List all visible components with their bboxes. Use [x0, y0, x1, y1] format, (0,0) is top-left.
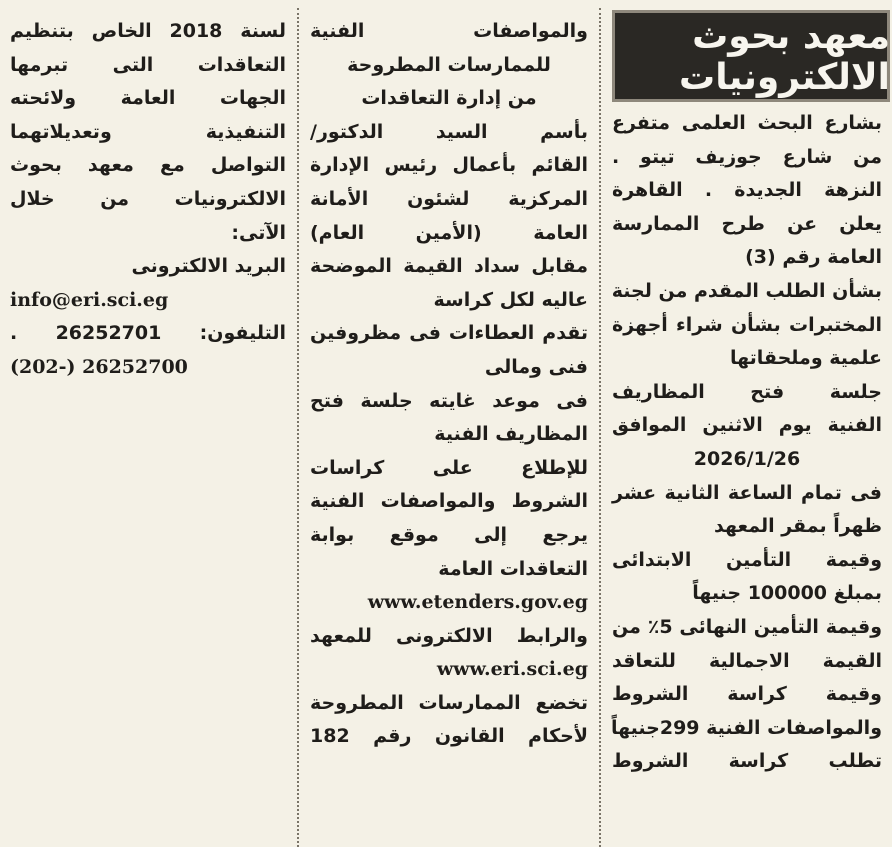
session-date: 2026/1/26: [693, 447, 801, 470]
text-line: وقيمة التأمين الابتدائى: [612, 548, 882, 571]
column-right-text: [602, 107, 892, 779]
text-line: تطلب كراسة الشروط: [612, 750, 882, 773]
institute-website-link[interactable]: www.eri.sci.eg: [436, 658, 588, 681]
text-line: بأسم السيد الدكتور/: [310, 120, 588, 143]
text-line: النزهة الجديدة . القاهرة: [612, 179, 882, 202]
text-line: من شارع جوزيف تيتو .: [612, 145, 882, 168]
column-left: [0, 0, 296, 847]
text-line: القيمة الاجمالية للتعاقد: [612, 649, 882, 672]
text-line: للممارسات المطروحة: [347, 53, 551, 76]
text-line: المظاريف الفنية: [434, 423, 588, 446]
institute-title: معهد بحوث الالكترونيات: [679, 16, 890, 98]
text-line: فى موعد غايته جلسة فتح: [310, 389, 588, 412]
phone-number: (202-) 26252700: [10, 355, 188, 378]
text-line: فى تمام الساعة الثانية عشر: [612, 481, 882, 504]
text-line: وقيمة كراسة الشروط: [612, 683, 882, 706]
text-line: لسنة 2018 الخاص بتنظيم: [10, 20, 286, 42]
text-line: بمبلغ 100000 جنيهاً: [692, 582, 882, 605]
column-middle: [300, 0, 598, 847]
text-line: يرجع إلى موقع بوابة: [310, 523, 588, 546]
etenders-link[interactable]: www.etenders.gov.eg: [367, 591, 588, 614]
email-label: البريد الالكترونى: [131, 255, 286, 278]
text-line: والمواصفات الفنية: [310, 20, 588, 42]
text-line: والمواصفات الفنية 299جنيهاً: [610, 716, 882, 739]
text-line: من إدارة التعاقدات: [361, 87, 537, 110]
text-line: الآتى:: [231, 221, 286, 244]
text-line: الجهات العامة ولائحته: [10, 87, 286, 110]
column-middle-text: [300, 15, 598, 754]
text-line: عاليه لكل كراسة: [433, 288, 588, 311]
phone-line: التليفون: 26252701 .: [10, 322, 286, 345]
text-line: العامة (الأمين العام): [310, 221, 588, 244]
column-divider: [599, 8, 601, 847]
text-line: ظهراً بمقر المعهد: [714, 515, 882, 538]
text-line: للإطلاع على كراسات: [310, 456, 588, 479]
text-line: بشأن الطلب المقدم من لجنة: [611, 279, 882, 302]
column-divider: [297, 8, 299, 847]
text-line: المركزية لشئون الأمانة: [310, 187, 588, 210]
text-line: التنفيذية وتعديلاتهما: [10, 120, 286, 143]
text-line: والرابط الالكترونى للمعهد: [310, 624, 588, 647]
text-line: مقابل سداد القيمة الموضحة: [310, 255, 588, 278]
text-line: الفنية يوم الاثنين الموافق: [612, 414, 882, 437]
text-line: القائم بأعمال رئيس الإدارة: [310, 154, 588, 177]
text-line: التعاقدات العامة: [438, 557, 588, 580]
text-line: تقدم العطاءات فى مظروفين: [310, 322, 588, 345]
text-line: بشارع البحث العلمى متفرع: [612, 112, 882, 134]
text-line: يعلن عن طرح الممارسة: [612, 212, 882, 235]
institute-title-banner: [612, 10, 890, 102]
text-line: التواصل مع معهد بحوث: [10, 154, 286, 177]
text-line: المختبرات بشأن شراء أجهزة: [612, 313, 882, 336]
column-left-text: [0, 15, 296, 385]
text-line: وقيمة التأمين النهائى 5٪ من: [612, 615, 883, 638]
text-line: العامة رقم (3): [745, 246, 882, 269]
text-line: جلسة فتح المظاريف: [612, 380, 882, 403]
text-line: الالكترونيات من خلال: [10, 187, 286, 210]
text-line: تخضع الممارسات المطروحة: [310, 691, 588, 714]
text-line: الشروط والمواصفات الفنية: [310, 490, 588, 513]
text-line: فنى ومالى: [484, 355, 588, 378]
text-line: التعاقدات التى تبرمها: [10, 53, 286, 76]
text-line: علمية وملحقاتها: [729, 347, 882, 370]
column-right: [602, 0, 892, 847]
text-line: لأحكام القانون رقم 182: [310, 725, 588, 748]
email-address[interactable]: info@eri.sci.eg: [10, 288, 169, 311]
